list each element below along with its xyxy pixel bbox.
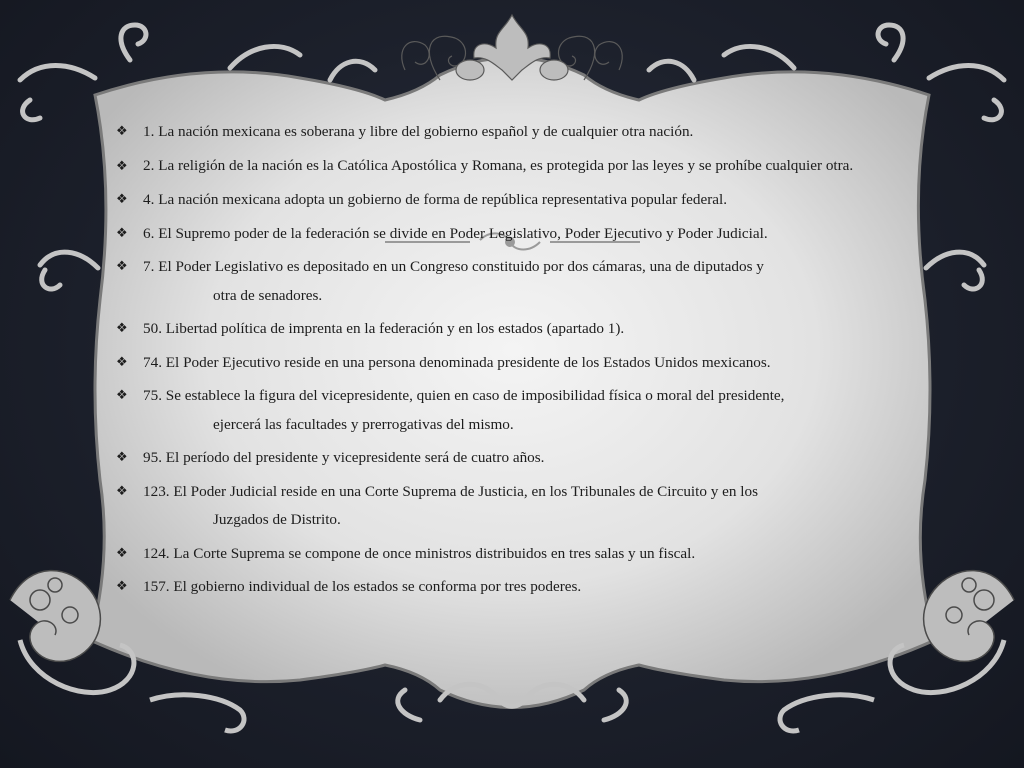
- item-text: 74. El Poder Ejecutivo reside en una persona denominada presidente de los Estados Unidos mexicanos.: [143, 353, 771, 371]
- item-text: 6. El Supremo poder de la federación se divide en Poder Legislativo, Poder Ejecutivo y Poder Judicial.: [143, 224, 768, 242]
- item-text: 1. La nación mexicana es soberana y libre del gobierno español y de cualquier otra nación.: [143, 123, 694, 140]
- constitution-articles-list: [112, 118, 929, 607]
- item-text: 124. La Corte Suprema se compone de once ministros distribuidos en tres salas y un fiscal.: [143, 544, 696, 562]
- item-text: 50. Libertad política de imprenta en la federación y en los estados (apartado 1).: [143, 320, 625, 337]
- diamond-flower-icon: ❖: [116, 354, 128, 370]
- list-item: [112, 382, 929, 439]
- top-crest-ornament: [402, 15, 622, 80]
- list-item: [112, 253, 929, 310]
- list-item: [112, 444, 929, 473]
- diamond-flower-icon: ❖: [116, 225, 128, 241]
- item-text: 7. El Poder Legislativo es depositado en un Congreso constituido por dos cámaras, una de diputados y: [143, 258, 764, 275]
- list-item: [112, 220, 929, 249]
- list-item: [112, 118, 929, 147]
- right-mid-ornament: [926, 252, 984, 289]
- list-item: [112, 478, 929, 535]
- diamond-flower-icon: ❖: [116, 124, 128, 139]
- diamond-flower-icon: ❖: [116, 545, 128, 561]
- item-text-continued: otra.: [825, 156, 854, 174]
- item-text: 4. La nación mexicana adopta un gobierno de forma de república representativa popular federal.: [143, 191, 728, 208]
- item-text-continued: otra de senadores.: [213, 286, 323, 304]
- item-text: 2. La religión de la nación es la Católica Apostólica y Romana, es protegida por las leyes y se prohíbe cualquier: [143, 156, 823, 174]
- diamond-flower-icon: ❖: [116, 450, 128, 465]
- diamond-flower-icon: ❖: [116, 321, 128, 336]
- list-item: [112, 152, 929, 182]
- diamond-flower-icon: ❖: [116, 579, 128, 594]
- item-text-continued: ejercerá las facultades y prerrogativas del mismo.: [213, 415, 514, 433]
- item-text: 95. El período del presidente y vicepresidente será de cuatro años.: [143, 449, 545, 466]
- diamond-flower-icon: ❖: [116, 483, 128, 499]
- item-text-continued: Juzgados de Distrito.: [213, 511, 341, 528]
- list-item: [112, 315, 929, 344]
- list-item: [112, 573, 929, 602]
- item-text: 157. El gobierno individual de los estados se conforma por tres poderes.: [143, 578, 582, 595]
- diamond-flower-icon: ❖: [116, 192, 128, 207]
- list-item: [112, 186, 929, 215]
- list-item: [112, 540, 929, 569]
- diamond-flower-icon: ❖: [116, 388, 128, 403]
- diamond-flower-icon: ❖: [116, 259, 128, 274]
- left-mid-ornament: [40, 252, 98, 289]
- item-text: 75. Se establece la figura del vicepresidente, quien en caso de imposibilidad física o moral del presidente,: [143, 387, 785, 404]
- list-item: [112, 349, 929, 378]
- item-text: 123. El Poder Judicial reside en una Corte Suprema de Justicia, en los Tribunales de Circuito y en los: [143, 482, 758, 500]
- diamond-flower-icon: ❖: [116, 158, 128, 174]
